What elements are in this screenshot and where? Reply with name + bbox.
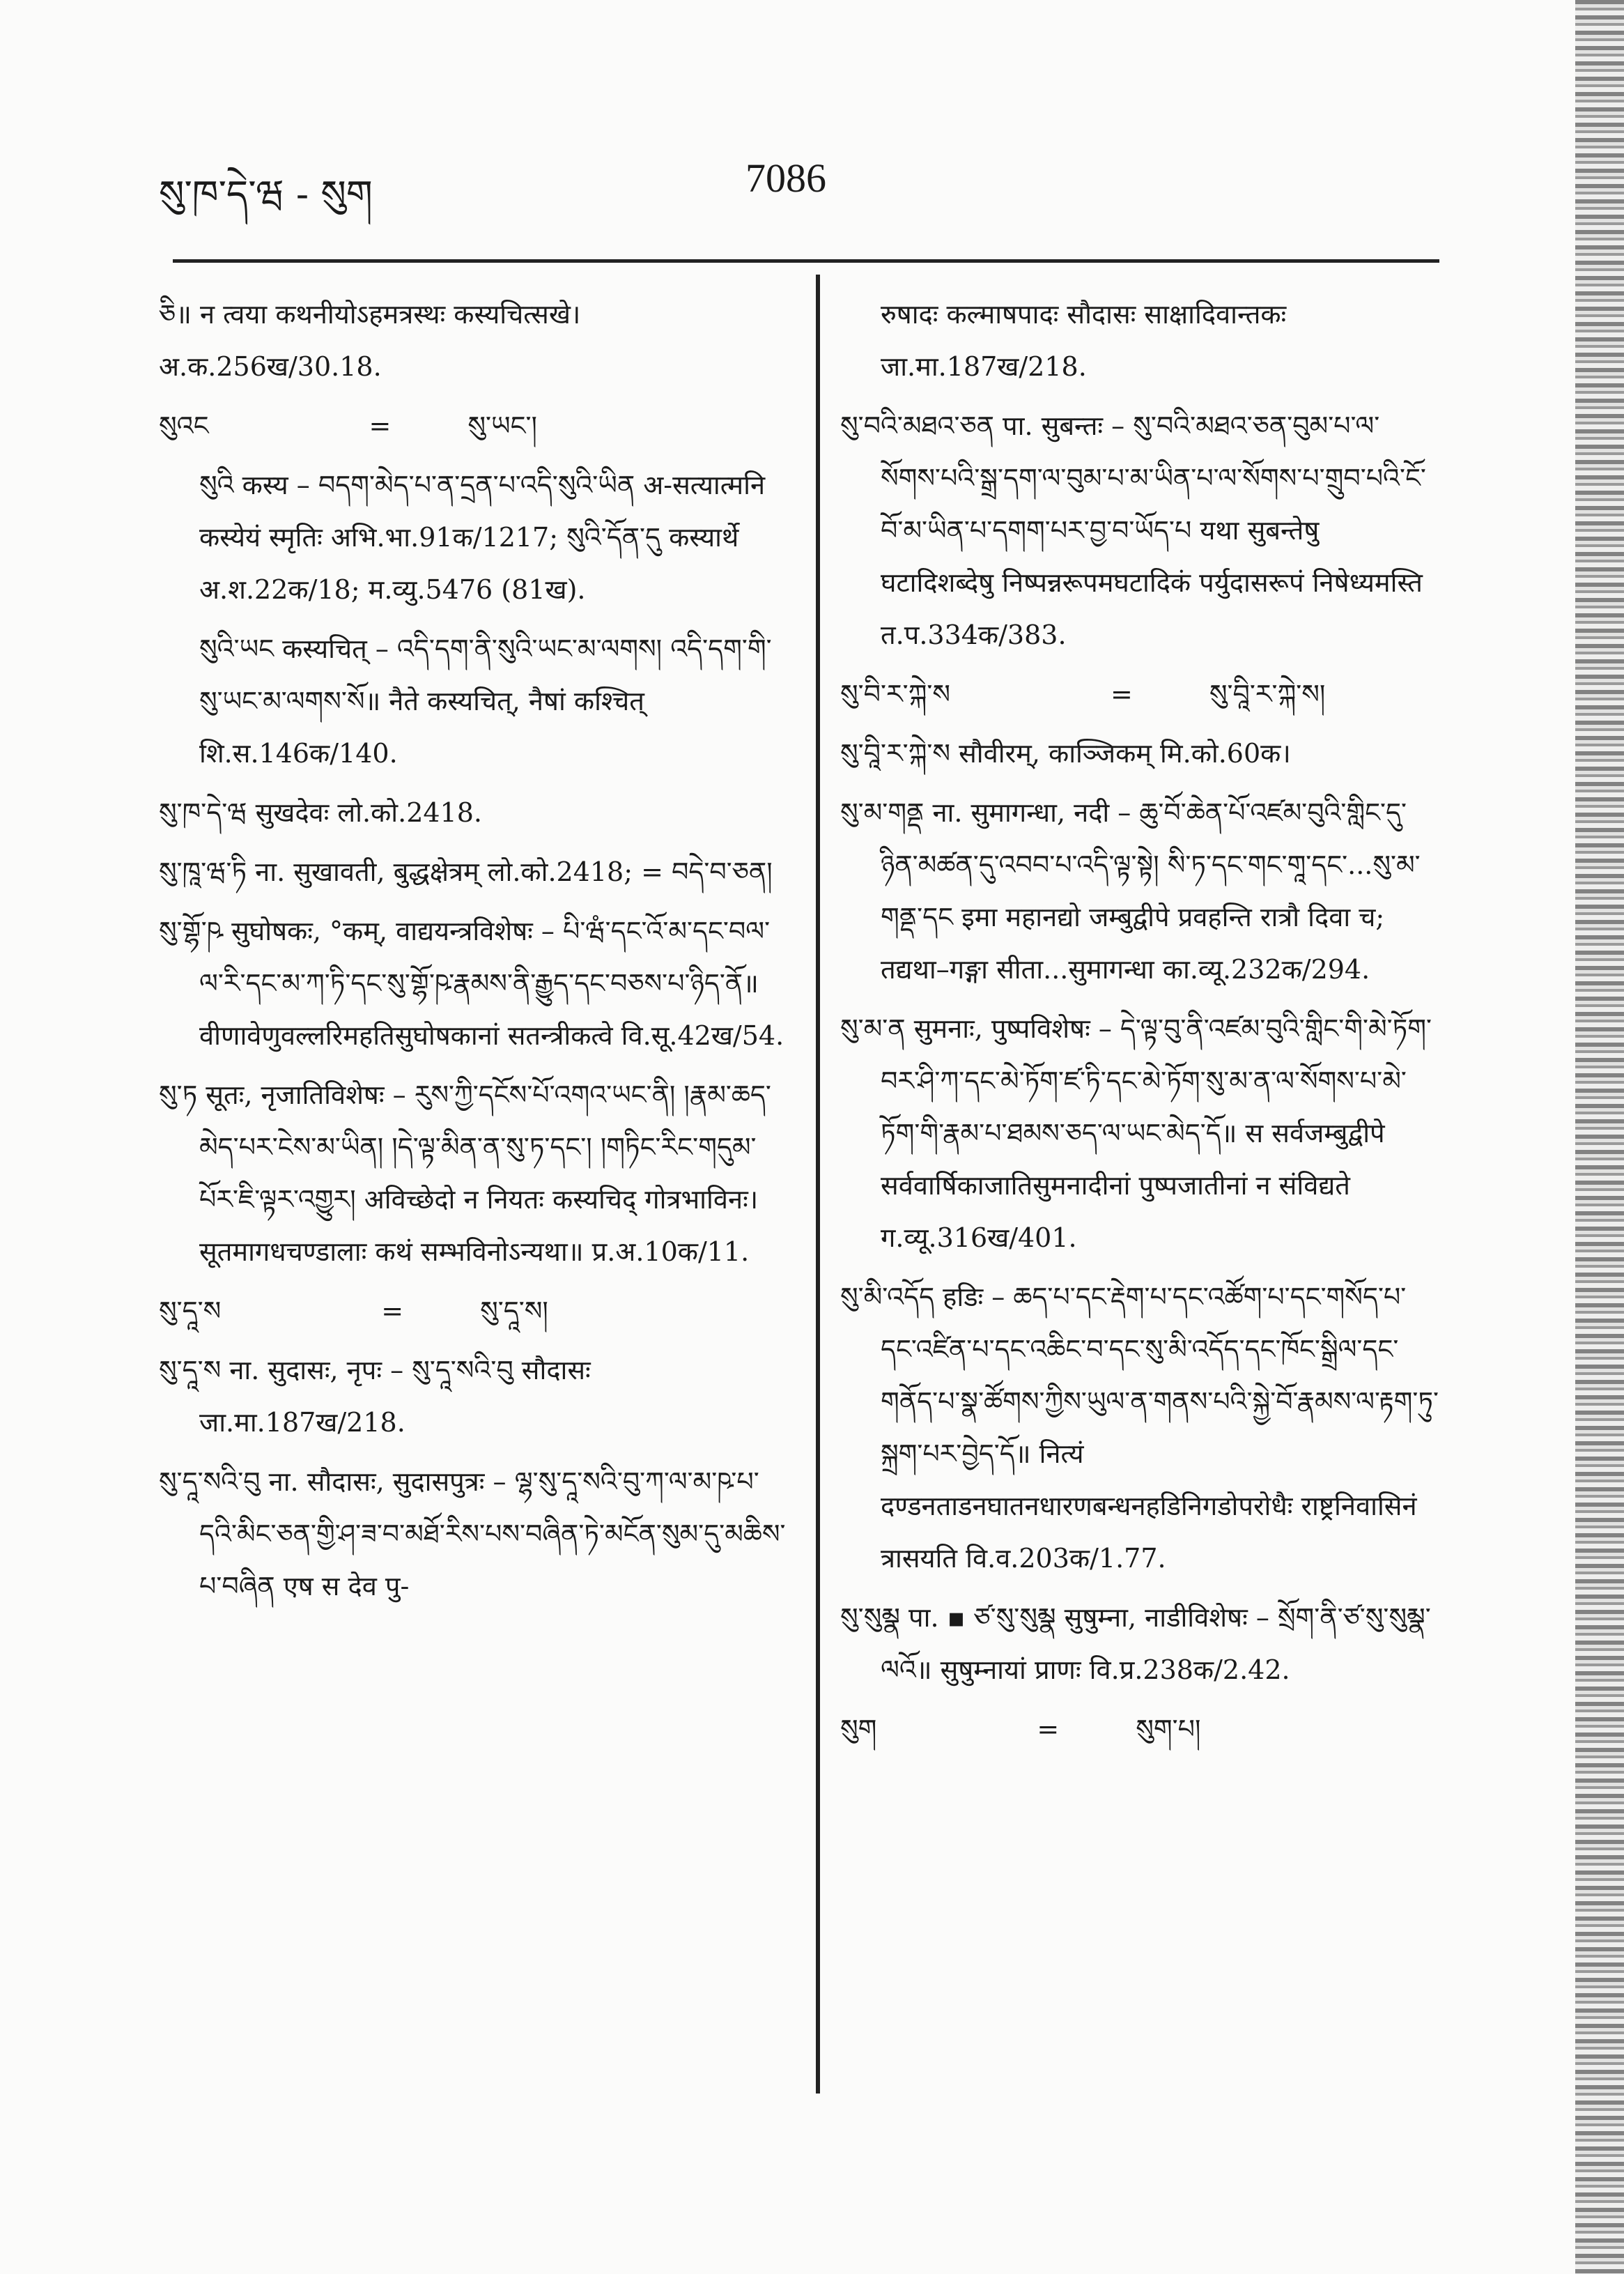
column-divider bbox=[816, 275, 820, 2094]
entry: སུ་མི་འདོད हडिः – ཆད་པ་དང་རྡེག་པ་དང་འཚོག་པ་དང་གསོད་པ་དང་འཛིན་པ་དང་འཆིང་བ་དང་སུ་མི་འདོད་དང་ཁོང་སྒྲིལ་དང་གནོད་པ་སྣ་ཚོགས་ཀྱིས་ཡུལ་ན་གནས་པའི་སྐྱེ་བོ་རྣམས་ལ་རྟག་ཏུ་སྐྲག་པར་བྱེད་དོ॥ नित्यं दण्डनताडनघातनधारणबन्धनहडिनिगडोपरोधैः राष्ट्रनिवासिनं त्रासयति वि.व.203क/1.77. bbox=[840, 1282, 1439, 1574]
sub-entry: སུའི कस्य – བདག་མེད་པ་ན་དྲན་པ་འདི་སུའི་ཡིན अ-सत्यात्मनि कस्येयं स्मृतिः अभि.भा.91क/1217; སུའི་དོན་དུ कस्यार्थे अ.श.22क/18; म.व्यु.5476 (81ख). bbox=[199, 470, 766, 605]
header-rule bbox=[173, 259, 1439, 263]
left-column bbox=[159, 289, 793, 1620]
entry: ཅི॥ न त्वया कथनीयोऽहमत्रस्थः कस्यचित्सखे। अ.क.256ख/30.18. bbox=[159, 299, 581, 382]
headword: སུ་དཱ་ས bbox=[159, 1296, 222, 1326]
target-word: སུག་པ། bbox=[1136, 1714, 1201, 1744]
cross-reference bbox=[159, 1285, 793, 1337]
cross-reference bbox=[159, 400, 793, 452]
equals-sign: = bbox=[1037, 1714, 1060, 1744]
headword: སུ་བི་ར་ཀྐེ་ས bbox=[840, 679, 951, 709]
target-word: སུ་ཡང་། bbox=[467, 410, 537, 441]
entry: སུ་གྷོ་ཥ सुघोषकः, °कम्, वाद्ययन्त्रविशेषः – པི་ཝཾ་དང་འོ་མ་དང་བལ་ལ་རི་དང་མ་ཀ་ཏི་དང་སུ་གྷོ་ཥ་རྣམས་ནི་རྒྱུད་དང་བཅས་པ་ཉིད་ནོ॥ वीणावेणुवल्लरिमहतिसुघोषकानां सतन्त्रीकत्वे वि.सू.42ख/54. bbox=[159, 916, 784, 1051]
entry: སུ་བའི་མཐའ་ཅན पा. सुबन्तः – སུ་བའི་མཐའ་ཅན་བུམ་པ་ལ་སོགས་པའི་སྒྲ་དག་ལ་བུམ་པ་མ་ཡིན་པ་ལ་སོགས་པ་གྲུབ་པའི་ངོ་བོ་མ་ཡིན་པ་དགག་པར་བྱ་བ་ཡོད་པ यथा सुबन्तेषु घटादिशब्देषु निष्पन्नरूपमघटादिकं पर्युदासरूपं निषेध्यमस्ति त.प.334क/383. bbox=[840, 410, 1426, 650]
equals-sign: = bbox=[1111, 679, 1133, 709]
cross-reference bbox=[840, 668, 1439, 721]
entry: སུ་མ་ན सुमनाः, पुष्पविशेषः – དེ་ལྟ་བུ་ནི་འཛམ་བུའི་གླིང་གི་མེ་ཏོག་བར་ཤི་ཀ་དང་མེ་ཏོག་ཛ་ཏི་དང་མེ་ཏོག་སུ་མ་ན་ལ་སོགས་པ་མེ་ཏོག་གི་རྣམ་པ་ཐམས་ཅད་ལ་ཡང་མེད་དོ॥ स सर्वजम्बुद्वीपे सर्ववार्षिकाजातिसुमनादीनां पुष्पजातीनां न संविद्यते ग.व्यू.316ख/401. bbox=[840, 1013, 1432, 1253]
target-word: སུ་བཱི་ར་ཀྐེ་ས། bbox=[1209, 679, 1326, 709]
entry: སུ་བཱི་ར་ཀྐེ་ས सौवीरम्, काञ्जिकम् मि.को.60क। bbox=[840, 738, 1291, 769]
scan-edge bbox=[1575, 0, 1624, 2274]
headword: སུག bbox=[840, 1714, 877, 1744]
entry: སུ་མ་གནྡ ना. सुमागन्धा, नदी – ཆུ་བོ་ཆེན་པོ་འཛམ་བུའི་གླིང་དུ་ཉིན་མཚན་དུ་འབབ་པ་འདི་ལྟ་སྟེ། སི་ཏ་དང་གང་གཱ་དང་...སུ་མ་གནྡ་དང इमा महानद्यो जम्बुद्वीपे प्रवहन्ति रात्रौ दिवा च; तद्यथा–गङ्गा सीता...सुमागन्धा का.व्यू.232क/294. bbox=[840, 797, 1421, 985]
headword: སུའང bbox=[159, 410, 209, 441]
equals-sign: = bbox=[381, 1296, 404, 1326]
entry: रुषादः कल्माषपादः सौदासः साक्षादिवान्तकः जा.मा.187ख/218. bbox=[881, 299, 1287, 382]
entry: སུ་དཱ་སའི་བུ ना. सौदासः, सुदासपुत्रः – ལྷ་སུ་དཱ་སའི་བུ་ཀ་ལ་མ་ཥ་པ་དའི་མིང་ཅན་གྱི་ཤ་ཟ་བ་མཐོ་རིས་པས་བཞིན་ཏེ་མངོན་སུམ་དུ་མཆིས་པ་བཞིན एष स देव पु- bbox=[159, 1466, 786, 1601]
page-number: 7086 bbox=[745, 155, 826, 201]
entry: སུ་སུམྣ पा. ▪ ཙ་སུ་སུམྣ सुषुम्ना, नाडीविशेषः – སྲོག་ནི་ཙ་སུ་སུམྣ་ལའོ॥ सुषुम्नायां प्राणः वि.प्र.238क/2.42. bbox=[840, 1602, 1431, 1685]
target-word: སུ་དཱ་ས། bbox=[480, 1296, 548, 1326]
entry: སུ་ཁཱ་ཝ་ཏི ना. सुखावती, बुद्धक्षेत्रम् लो.को.2418; = བདེ་བ་ཅན། bbox=[159, 856, 773, 887]
equals-sign: = bbox=[369, 410, 392, 441]
page-header-left: སུ་ཁ་དེ་ཝ - སུག bbox=[159, 172, 373, 216]
cross-reference bbox=[840, 1703, 1439, 1756]
sub-entry: སུའི་ཡང कस्यचित् – འདི་དག་ནི་སུའི་ཡང་མ་ལགས། འདི་དག་གི་སུ་ཡང་མ་ལགས་སོ॥ नैते कस्यचित्, नैषां कश्चित् शि.स.146क/140. bbox=[199, 633, 772, 769]
entry: སུ་ཁ་དེ་ཝ सुखदेवः लो.को.2418. bbox=[159, 797, 482, 828]
entry: སུ་དཱ་ས ना. सुदासः, नृपः – སུ་དཱ་སའི་བུ सौदासः जा.मा.187ख/218. bbox=[159, 1355, 591, 1438]
right-column bbox=[840, 289, 1439, 1762]
entry: སུ་ཏ सूतः, नृजातिविशेषः – རུས་ཀྱི་དངོས་པོ་འགའ་ཡང་ནི། །རྣམ་ཆད་མེད་པར་ངེས་མ་ཡིན། །དེ་ལྟ་མིན་ན་སུ་ཏ་དང་། །གཏིང་རིང་གདུམ་པོར་ཇི་ལྟར་འགྱུར། अविच्छेदो न नियतः कस्यचिद् गोत्रभाविनः। सूतमागधचण्डालाः कथं सम्भविनोऽन्यथा॥ प्र.अ.10क/11. bbox=[159, 1080, 771, 1267]
